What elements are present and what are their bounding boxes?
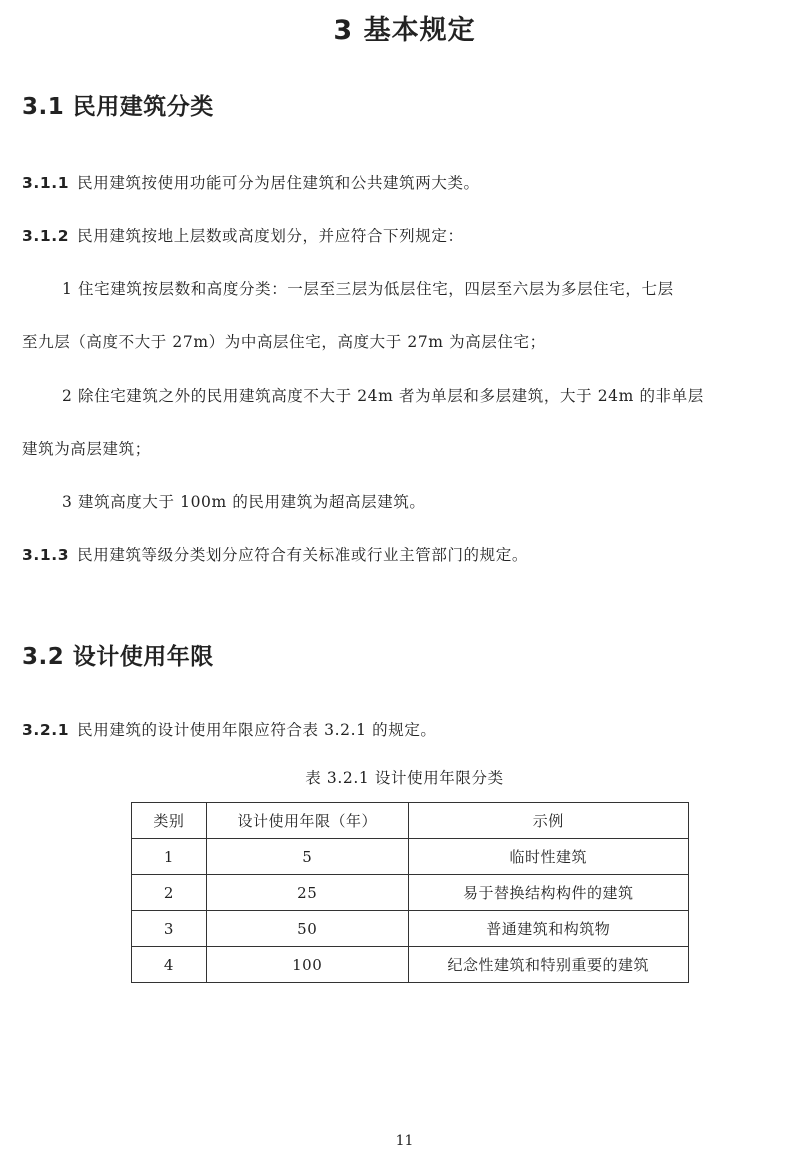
clause-number: 3.1.1 [22,174,70,192]
item-1-line-1: 1 住宅建筑按层数和高度分类：一层至三层为低层住宅，四层至六层为多层住宅，七层 [62,280,674,298]
header-category: 类别 [132,803,207,839]
clause-number: 3.1.2 [22,227,70,245]
clause-number: 3.2.1 [22,721,70,739]
cell-service-life: 100 [206,947,408,983]
section-title-3-2: 3.2 设计使用年限 [22,644,214,670]
cell-category: 1 [132,839,207,875]
item-2-line-2: 建筑为高层建筑； [22,440,151,458]
clause-text: 民用建筑按地上层数或高度划分，并应符合下列规定： [77,227,464,245]
cell-service-life: 5 [206,839,408,875]
clause-3-2-1 [22,718,437,740]
clause-3-1-1 [22,171,480,193]
cell-service-life: 50 [206,911,408,947]
clause-text: 民用建筑按使用功能可分为居住建筑和公共建筑两大类。 [77,174,480,192]
cell-category: 3 [132,911,207,947]
item-2-line-1: 2 除住宅建筑之外的民用建筑高度不大于 24m 者为单层和多层建筑，大于 24m 的非单层 [62,387,704,405]
header-example: 示例 [408,803,688,839]
clause-text: 民用建筑等级分类划分应符合有关标准或行业主管部门的规定。 [77,546,528,564]
cell-example: 易于替换结构构件的建筑 [408,875,688,911]
clause-number: 3.1.3 [22,546,70,564]
table-caption: 表 3.2.1 设计使用年限分类 [305,769,504,787]
table-row [132,947,689,983]
cell-example: 普通建筑和构筑物 [408,911,688,947]
clause-text: 民用建筑的设计使用年限应符合表 3.2.1 的规定。 [77,721,437,739]
cell-service-life: 25 [206,875,408,911]
table-row [132,911,689,947]
page-number: 11 [395,1133,414,1149]
item-3-line-1: 3 建筑高度大于 100m 的民用建筑为超高层建筑。 [62,493,426,511]
header-service-life: 设计使用年限（年） [206,803,408,839]
table-row [132,875,689,911]
table-header-row [132,803,689,839]
clause-3-1-2 [22,224,464,246]
clause-3-1-3 [22,543,528,565]
item-1-line-2: 至九层（高度不大于 27m）为中高层住宅，高度大于 27m 为高层住宅； [22,333,546,351]
cell-category: 4 [132,947,207,983]
chapter-title: 3 基本规定 [333,15,476,46]
cell-example: 纪念性建筑和特别重要的建筑 [408,947,688,983]
service-life-table [131,802,689,983]
section-title-3-1: 3.1 民用建筑分类 [22,94,214,120]
table-row [132,839,689,875]
cell-category: 2 [132,875,207,911]
cell-example: 临时性建筑 [408,839,688,875]
